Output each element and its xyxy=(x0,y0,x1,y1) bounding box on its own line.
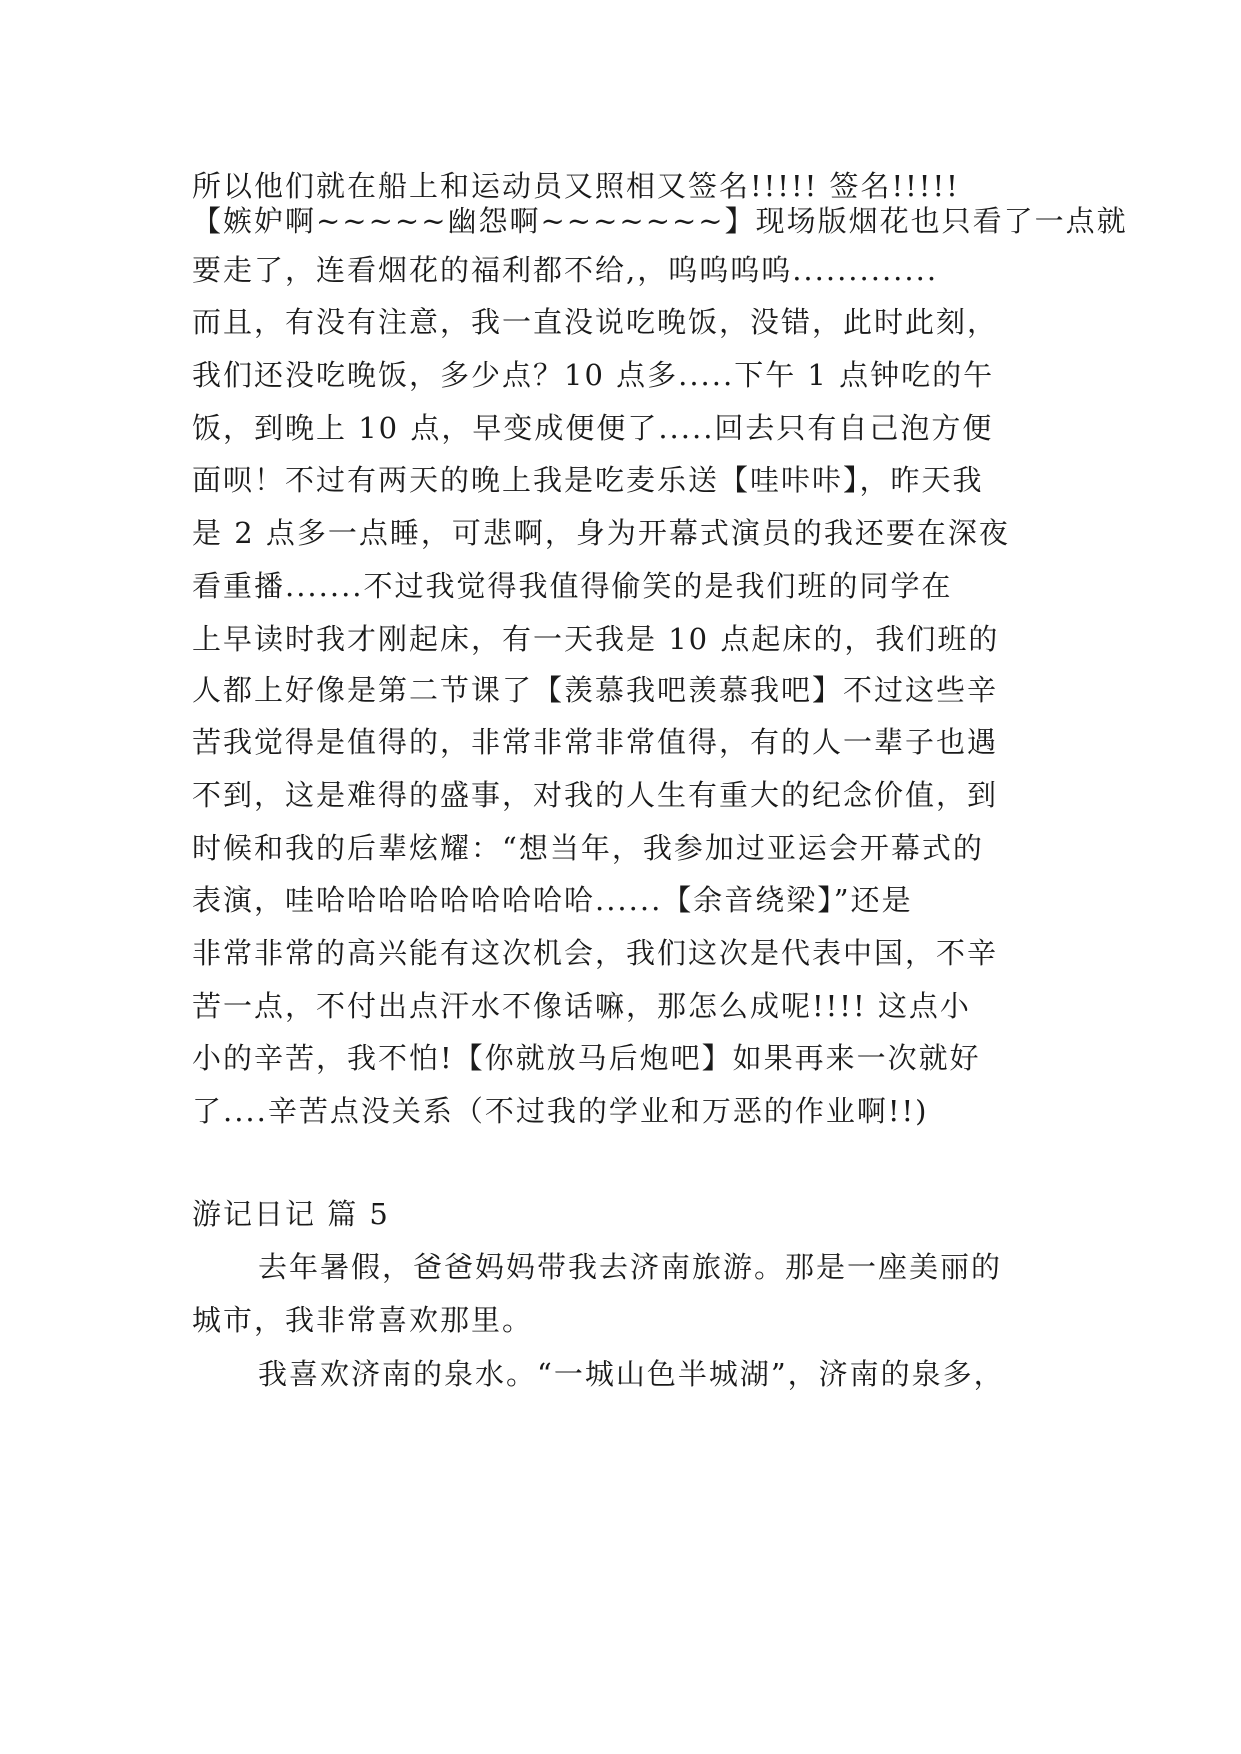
text-line: 看重播.......不过我觉得我值得偷笑的是我们班的同学在 xyxy=(192,569,953,603)
text-line: 饭，到晚上 10 点，早变成便便了.....回去只有自己泡方便 xyxy=(192,411,994,445)
text-line: 小的辛苦，我不怕!【你就放马后炮吧】如果再来一次就好 xyxy=(192,1041,981,1075)
text-line: 人都上好像是第二节课了【羡慕我吧羡慕我吧】不过这些辛 xyxy=(192,673,999,707)
paragraph-line: 我喜欢济南的泉水。“一城山色半城湖”，济南的泉多， xyxy=(258,1357,1005,1391)
text-line: 苦我觉得是值得的，非常非常非常值得，有的人一辈子也遇 xyxy=(192,725,999,759)
section-heading: 游记日记 篇 5 xyxy=(192,1197,390,1231)
text-line: 面呗！不过有两天的晚上我是吃麦乐送【哇咔咔】，昨天我 xyxy=(192,463,984,497)
paragraph-line: 城市，我非常喜欢那里。 xyxy=(192,1303,534,1337)
text-line: 【嫉妒啊~~~~~幽怨啊~~~~~~~】现场版烟花也只看了一点就 xyxy=(192,204,1128,238)
text-line: 要走了，连看烟花的福利都不给,，呜呜呜呜............. xyxy=(192,253,939,287)
text-line: 表演，哇哈哈哈哈哈哈哈哈哈......【余音绕梁】”还是 xyxy=(192,883,913,917)
text-line: 了....辛苦点没关系（不过我的学业和万恶的作业啊!!) xyxy=(192,1094,929,1128)
text-line: 苦一点，不付出点汗水不像话嘛，那怎么成呢!!!! 这点小 xyxy=(192,989,971,1023)
paragraph-line: 去年暑假，爸爸妈妈带我去济南旅游。那是一座美丽的 xyxy=(258,1250,1003,1284)
text-line: 不到，这是难得的盛事，对我的人生有重大的纪念价值，到 xyxy=(192,778,999,812)
text-line: 上早读时我才刚起床，有一天我是 10 点起床的，我们班的 xyxy=(192,622,1000,656)
text-line: 时候和我的后辈炫耀：“想当年，我参加过亚运会开幕式的 xyxy=(192,831,984,865)
text-line: 我们还没吃晚饭，多少点？10 点多.....下午 1 点钟吃的午 xyxy=(192,358,995,392)
text-line: 是 2 点多一点睡，可悲啊，身为开幕式演员的我还要在深夜 xyxy=(192,516,1010,550)
text-line: 而且，有没有注意，我一直没说吃晚饭，没错，此时此刻， xyxy=(192,305,999,339)
text-line: 所以他们就在船上和运动员又照相又签名!!!!! 签名!!!!! xyxy=(192,169,960,203)
text-line: 非常非常的高兴能有这次机会，我们这次是代表中国，不辛 xyxy=(192,936,999,970)
